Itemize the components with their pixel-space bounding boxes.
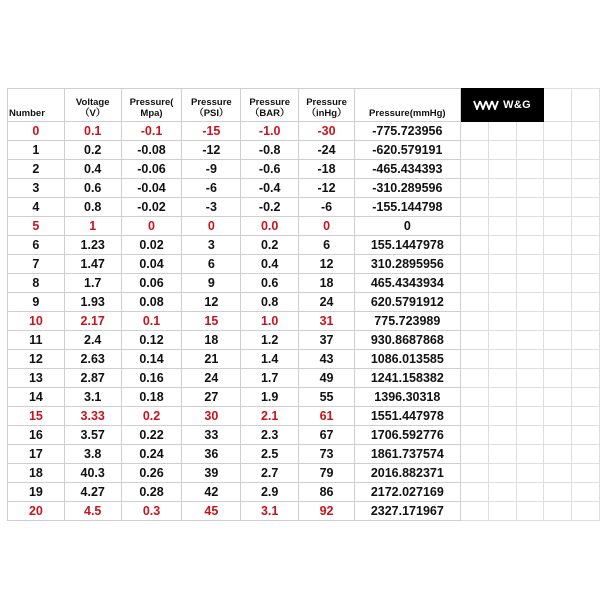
number-cell: 1: [8, 141, 65, 160]
psi-cell: 0: [182, 217, 241, 236]
empty-cell: [460, 369, 488, 388]
mmhg-cell: -465.434393: [354, 160, 460, 179]
number-cell: 14: [8, 388, 65, 407]
table-row: [8, 217, 600, 236]
table-row: [8, 160, 600, 179]
table-row: [8, 388, 600, 407]
empty-cell: [488, 198, 516, 217]
inhg-cell: 37: [299, 331, 355, 350]
mpa-cell: -0.04: [121, 179, 182, 198]
header-bar: Pressure （BAR）: [241, 89, 299, 122]
psi-cell: 15: [182, 312, 241, 331]
mpa-cell: 0.2: [121, 407, 182, 426]
empty-cell: [516, 331, 544, 350]
empty-cell: [572, 407, 600, 426]
bar-cell: 0.2: [241, 236, 299, 255]
number-cell: 20: [8, 502, 65, 521]
bar-cell: 3.1: [241, 502, 299, 521]
table-row: [8, 312, 600, 331]
bar-cell: 1.2: [241, 331, 299, 350]
inhg-cell: 6: [299, 236, 355, 255]
empty-cell: [516, 236, 544, 255]
mpa-cell: -0.1: [121, 122, 182, 141]
table-body: [8, 122, 600, 521]
empty-cell: [516, 274, 544, 293]
number-cell: 11: [8, 331, 65, 350]
voltage-cell: 2.63: [64, 350, 121, 369]
empty-cell: [460, 122, 488, 141]
inhg-cell: 73: [299, 445, 355, 464]
bar-cell: 2.5: [241, 445, 299, 464]
voltage-cell: 1.7: [64, 274, 121, 293]
header-row: [8, 89, 600, 122]
pressure-conversion-table: [7, 88, 600, 521]
empty-cell: [488, 502, 516, 521]
bar-cell: 2.3: [241, 426, 299, 445]
psi-cell: -15: [182, 122, 241, 141]
bar-cell: 2.9: [241, 483, 299, 502]
empty-cell: [572, 312, 600, 331]
number-cell: 19: [8, 483, 65, 502]
empty-cell: [460, 426, 488, 445]
empty-cell: [572, 122, 600, 141]
empty-cell: [572, 293, 600, 312]
empty-cell: [460, 388, 488, 407]
bar-cell: 0.8: [241, 293, 299, 312]
number-cell: 8: [8, 274, 65, 293]
inhg-cell: 18: [299, 274, 355, 293]
number-cell: 18: [8, 464, 65, 483]
empty-cell: [516, 122, 544, 141]
psi-cell: 18: [182, 331, 241, 350]
psi-cell: 9: [182, 274, 241, 293]
mpa-cell: -0.08: [121, 141, 182, 160]
empty-cell: [460, 179, 488, 198]
psi-cell: 12: [182, 293, 241, 312]
header-psi: Pressure （PSI）: [182, 89, 241, 122]
empty-cell: [544, 388, 572, 407]
voltage-cell: 2.4: [64, 331, 121, 350]
table-row: [8, 255, 600, 274]
inhg-cell: 12: [299, 255, 355, 274]
bar-cell: 1.4: [241, 350, 299, 369]
number-cell: 5: [8, 217, 65, 236]
table-row: [8, 407, 600, 426]
empty-cell: [516, 255, 544, 274]
mpa-cell: 0.02: [121, 236, 182, 255]
empty-cell: [488, 369, 516, 388]
empty-cell: [460, 255, 488, 274]
bar-cell: -0.4: [241, 179, 299, 198]
brand-logo: [460, 89, 544, 122]
number-cell: 2: [8, 160, 65, 179]
number-cell: 6: [8, 236, 65, 255]
mmhg-cell: -310.289596: [354, 179, 460, 198]
empty-cell: [572, 388, 600, 407]
empty-cell: [516, 388, 544, 407]
empty-cell: [544, 407, 572, 426]
inhg-cell: 24: [299, 293, 355, 312]
mmhg-cell: 1551.447978: [354, 407, 460, 426]
empty-cell: [488, 293, 516, 312]
empty-cell: [488, 255, 516, 274]
mpa-cell: 0.04: [121, 255, 182, 274]
empty-cell: [460, 293, 488, 312]
inhg-cell: 61: [299, 407, 355, 426]
mmhg-cell: 1706.592776: [354, 426, 460, 445]
table-row: [8, 179, 600, 198]
empty-cell: [544, 179, 572, 198]
mmhg-cell: 310.2895956: [354, 255, 460, 274]
empty-cell: [516, 217, 544, 236]
empty-cell: [544, 350, 572, 369]
empty-cell: [460, 217, 488, 236]
header-inhg: Pressure （inHg）: [299, 89, 355, 122]
empty-cell: [460, 483, 488, 502]
mmhg-cell: 930.8687868: [354, 331, 460, 350]
number-cell: 15: [8, 407, 65, 426]
empty-cell: [572, 217, 600, 236]
inhg-cell: -18: [299, 160, 355, 179]
mpa-cell: 0.26: [121, 464, 182, 483]
empty-cell: [516, 350, 544, 369]
table-row: [8, 141, 600, 160]
inhg-cell: 92: [299, 502, 355, 521]
number-cell: 0: [8, 122, 65, 141]
bar-cell: -0.2: [241, 198, 299, 217]
empty-cell: [572, 350, 600, 369]
table-row: [8, 274, 600, 293]
empty-cell: [516, 445, 544, 464]
mmhg-cell: 1396.30318: [354, 388, 460, 407]
empty-cell: [544, 502, 572, 521]
empty-header-cell: [544, 89, 572, 122]
number-cell: 7: [8, 255, 65, 274]
empty-cell: [488, 483, 516, 502]
voltage-cell: 0.4: [64, 160, 121, 179]
voltage-cell: 3.33: [64, 407, 121, 426]
inhg-cell: -6: [299, 198, 355, 217]
inhg-cell: -24: [299, 141, 355, 160]
number-cell: 13: [8, 369, 65, 388]
bar-cell: -0.8: [241, 141, 299, 160]
empty-cell: [460, 141, 488, 160]
empty-cell: [544, 236, 572, 255]
empty-cell: [488, 122, 516, 141]
empty-cell: [516, 160, 544, 179]
psi-cell: 45: [182, 502, 241, 521]
mmhg-cell: 620.5791912: [354, 293, 460, 312]
empty-cell: [488, 388, 516, 407]
empty-cell: [544, 464, 572, 483]
voltage-cell: 4.5: [64, 502, 121, 521]
voltage-cell: 2.87: [64, 369, 121, 388]
mpa-cell: -0.02: [121, 198, 182, 217]
empty-cell: [460, 407, 488, 426]
inhg-cell: 79: [299, 464, 355, 483]
empty-cell: [488, 331, 516, 350]
table-row: [8, 198, 600, 217]
empty-cell: [572, 198, 600, 217]
empty-cell: [460, 331, 488, 350]
bar-cell: 0.4: [241, 255, 299, 274]
table-row: [8, 464, 600, 483]
empty-header-cell: [572, 89, 600, 122]
mmhg-cell: 1241.158382: [354, 369, 460, 388]
empty-cell: [572, 160, 600, 179]
mpa-cell: 0.12: [121, 331, 182, 350]
empty-cell: [488, 445, 516, 464]
empty-cell: [572, 502, 600, 521]
voltage-cell: 0.6: [64, 179, 121, 198]
mmhg-cell: -155.144798: [354, 198, 460, 217]
empty-cell: [544, 331, 572, 350]
empty-cell: [488, 464, 516, 483]
empty-cell: [460, 236, 488, 255]
mmhg-cell: 1086.013585: [354, 350, 460, 369]
empty-cell: [516, 141, 544, 160]
inhg-cell: 43: [299, 350, 355, 369]
table-row: [8, 369, 600, 388]
empty-cell: [572, 236, 600, 255]
inhg-cell: 0: [299, 217, 355, 236]
voltage-cell: 1.23: [64, 236, 121, 255]
empty-cell: [544, 445, 572, 464]
voltage-cell: 0.2: [64, 141, 121, 160]
table-row: [8, 331, 600, 350]
voltage-cell: 1.47: [64, 255, 121, 274]
bar-cell: 0.6: [241, 274, 299, 293]
empty-cell: [488, 160, 516, 179]
number-cell: 12: [8, 350, 65, 369]
empty-cell: [516, 502, 544, 521]
psi-cell: 24: [182, 369, 241, 388]
mpa-cell: 0.3: [121, 502, 182, 521]
empty-cell: [544, 312, 572, 331]
empty-cell: [572, 483, 600, 502]
mmhg-cell: 2172.027169: [354, 483, 460, 502]
inhg-cell: -30: [299, 122, 355, 141]
empty-cell: [516, 426, 544, 445]
empty-cell: [516, 483, 544, 502]
number-cell: 9: [8, 293, 65, 312]
empty-cell: [488, 141, 516, 160]
bar-cell: 2.7: [241, 464, 299, 483]
mpa-cell: 0.24: [121, 445, 182, 464]
logo-text: W&G: [503, 98, 531, 111]
empty-cell: [572, 255, 600, 274]
bar-cell: -0.6: [241, 160, 299, 179]
header-voltage: Voltage （V）: [64, 89, 121, 122]
table-row: [8, 350, 600, 369]
voltage-cell: 3.1: [64, 388, 121, 407]
header-mpa: Pressure( Mpa): [121, 89, 182, 122]
mpa-cell: 0.08: [121, 293, 182, 312]
number-cell: 4: [8, 198, 65, 217]
bar-cell: 1.7: [241, 369, 299, 388]
empty-cell: [544, 426, 572, 445]
voltage-cell: 40.3: [64, 464, 121, 483]
empty-cell: [516, 198, 544, 217]
bar-cell: -1.0: [241, 122, 299, 141]
empty-cell: [572, 464, 600, 483]
empty-cell: [460, 464, 488, 483]
mmhg-cell: 2016.882371: [354, 464, 460, 483]
empty-cell: [460, 160, 488, 179]
empty-cell: [488, 179, 516, 198]
empty-cell: [544, 141, 572, 160]
mmhg-cell: 465.4343934: [354, 274, 460, 293]
empty-cell: [516, 179, 544, 198]
inhg-cell: -12: [299, 179, 355, 198]
empty-cell: [544, 160, 572, 179]
empty-cell: [544, 293, 572, 312]
empty-cell: [488, 312, 516, 331]
psi-cell: -9: [182, 160, 241, 179]
inhg-cell: 86: [299, 483, 355, 502]
empty-cell: [544, 217, 572, 236]
mpa-cell: 0.14: [121, 350, 182, 369]
table-row: [8, 122, 600, 141]
empty-cell: [460, 445, 488, 464]
voltage-cell: 3.57: [64, 426, 121, 445]
empty-cell: [572, 274, 600, 293]
psi-cell: 36: [182, 445, 241, 464]
voltage-cell: 3.8: [64, 445, 121, 464]
empty-cell: [544, 483, 572, 502]
mpa-cell: -0.06: [121, 160, 182, 179]
empty-cell: [516, 369, 544, 388]
bar-cell: 2.1: [241, 407, 299, 426]
bar-cell: 1.0: [241, 312, 299, 331]
empty-cell: [544, 274, 572, 293]
mpa-cell: 0.18: [121, 388, 182, 407]
number-cell: 10: [8, 312, 65, 331]
table-row: [8, 236, 600, 255]
empty-cell: [544, 369, 572, 388]
empty-cell: [544, 198, 572, 217]
voltage-cell: 1: [64, 217, 121, 236]
table-row: [8, 426, 600, 445]
header-number: Number: [8, 89, 65, 122]
empty-cell: [488, 236, 516, 255]
number-cell: 3: [8, 179, 65, 198]
empty-cell: [516, 312, 544, 331]
psi-cell: 21: [182, 350, 241, 369]
mmhg-cell: 1861.737574: [354, 445, 460, 464]
inhg-cell: 49: [299, 369, 355, 388]
mmhg-cell: -775.723956: [354, 122, 460, 141]
header-mmhg: Pressure(mmHg): [354, 89, 460, 122]
voltage-cell: 1.93: [64, 293, 121, 312]
empty-cell: [572, 426, 600, 445]
empty-cell: [516, 464, 544, 483]
mmhg-cell: 2327.171967: [354, 502, 460, 521]
inhg-cell: 31: [299, 312, 355, 331]
mpa-cell: 0.1: [121, 312, 182, 331]
psi-cell: 27: [182, 388, 241, 407]
empty-cell: [460, 312, 488, 331]
empty-cell: [488, 350, 516, 369]
voltage-cell: 4.27: [64, 483, 121, 502]
mpa-cell: 0.22: [121, 426, 182, 445]
empty-cell: [488, 274, 516, 293]
empty-cell: [572, 369, 600, 388]
table-row: [8, 483, 600, 502]
empty-cell: [488, 217, 516, 236]
mpa-cell: 0.28: [121, 483, 182, 502]
mpa-cell: 0: [121, 217, 182, 236]
bar-cell: 1.9: [241, 388, 299, 407]
mmhg-cell: 155.1447978: [354, 236, 460, 255]
table-row: [8, 502, 600, 521]
empty-cell: [572, 179, 600, 198]
empty-cell: [544, 122, 572, 141]
psi-cell: 39: [182, 464, 241, 483]
psi-cell: 3: [182, 236, 241, 255]
voltage-cell: 2.17: [64, 312, 121, 331]
mpa-cell: 0.16: [121, 369, 182, 388]
empty-cell: [460, 350, 488, 369]
psi-cell: 30: [182, 407, 241, 426]
psi-cell: -3: [182, 198, 241, 217]
empty-cell: [572, 445, 600, 464]
empty-cell: [460, 502, 488, 521]
number-cell: 17: [8, 445, 65, 464]
mmhg-cell: 775.723989: [354, 312, 460, 331]
empty-cell: [460, 274, 488, 293]
empty-cell: [516, 407, 544, 426]
voltage-cell: 0.8: [64, 198, 121, 217]
empty-cell: [460, 198, 488, 217]
wg-chevrons-icon: [473, 100, 499, 110]
empty-cell: [544, 255, 572, 274]
psi-cell: 42: [182, 483, 241, 502]
psi-cell: -12: [182, 141, 241, 160]
inhg-cell: 67: [299, 426, 355, 445]
psi-cell: -6: [182, 179, 241, 198]
bar-cell: 0.0: [241, 217, 299, 236]
number-cell: 16: [8, 426, 65, 445]
empty-cell: [488, 407, 516, 426]
table-row: [8, 293, 600, 312]
psi-cell: 33: [182, 426, 241, 445]
empty-cell: [572, 331, 600, 350]
empty-cell: [572, 141, 600, 160]
table-row: [8, 445, 600, 464]
psi-cell: 6: [182, 255, 241, 274]
mmhg-cell: 0: [354, 217, 460, 236]
mpa-cell: 0.06: [121, 274, 182, 293]
empty-cell: [516, 293, 544, 312]
empty-cell: [488, 426, 516, 445]
mmhg-cell: -620.579191: [354, 141, 460, 160]
voltage-cell: 0.1: [64, 122, 121, 141]
inhg-cell: 55: [299, 388, 355, 407]
